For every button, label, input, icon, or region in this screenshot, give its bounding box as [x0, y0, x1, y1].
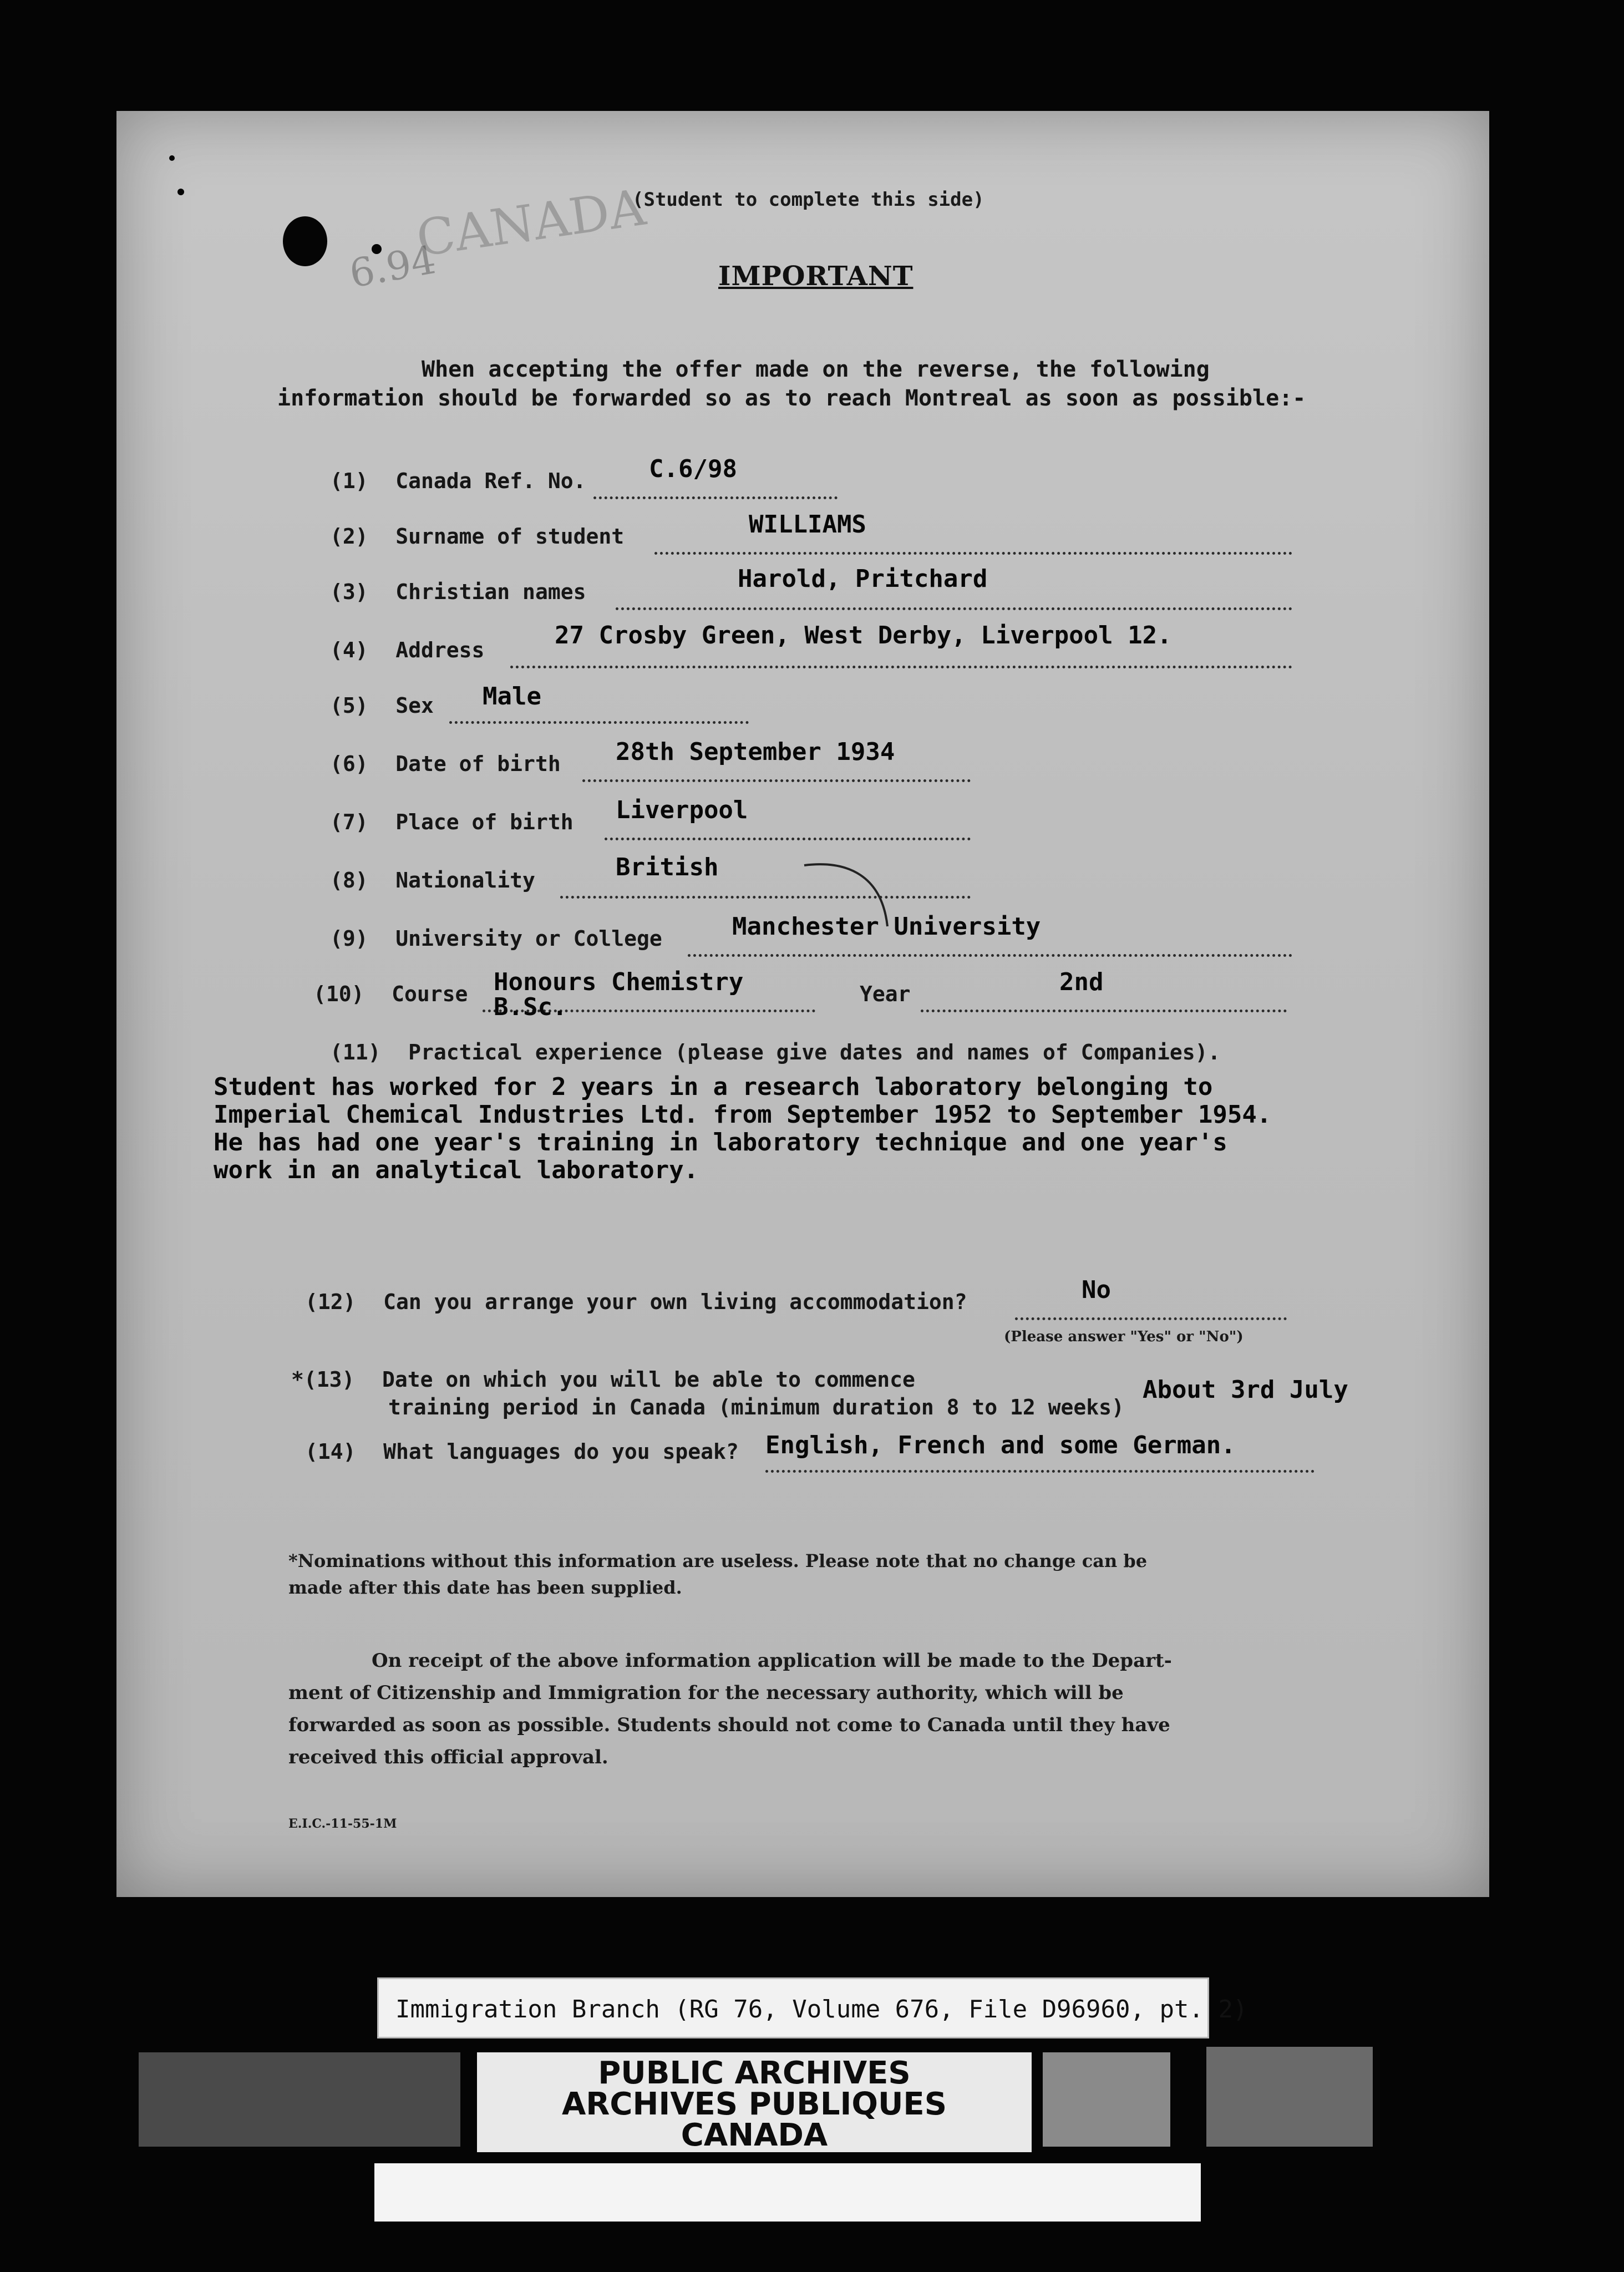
document-page [116, 111, 1489, 1897]
ink-blot [283, 216, 327, 266]
nationality-value: British [616, 853, 719, 881]
year-value: 2nd [1059, 968, 1104, 996]
field-line [654, 552, 1292, 555]
bleed-through-text: CANADA [413, 178, 649, 268]
field-languages: (14) What languages do you speak? [305, 1439, 739, 1464]
field-course: (10) Course [313, 982, 468, 1006]
field-canada-ref: (1) Canada Ref. No. [330, 469, 586, 493]
public-archives-stamp: PUBLIC ARCHIVES ARCHIVES PUBLIQUES CANADA [477, 2052, 1032, 2152]
field-line [593, 496, 838, 499]
page-title: IMPORTANT [718, 261, 913, 292]
field-university: (9) University or College [330, 926, 662, 951]
answer-hint: (Please answer "Yes" or "No") [1004, 1328, 1244, 1345]
blank-strip [374, 2163, 1201, 2222]
field-experience: (11) Practical experience (please give dates and names of Companies). [330, 1040, 1221, 1064]
experience-text: Student has worked for 2 years in a research laboratory belonging to Imperial Chemical Industries Ltd. from September 1952 to September 1954. He has had one year's training in laboratory technique and one year's work in an analytical laboratory. [214, 1073, 1272, 1184]
field-line [921, 1010, 1287, 1012]
receipt-note: On receipt of the above information application will be made to the Depart- ment of Citizenship and Immigration for the necessary authority, which will be forwarded as soon as possible. Students should not come to Canada until they have received this official approval. [288, 1650, 1172, 1768]
place-of-birth-value: Liverpool [616, 796, 748, 824]
commence-value: About 3rd July [1143, 1376, 1348, 1404]
field-line [605, 838, 971, 840]
christian-names-value: Harold, Pritchard [738, 565, 988, 593]
field-accommodation: (12) Can you arrange your own living accommodation? [305, 1290, 967, 1314]
field-line [582, 779, 971, 782]
field-line [449, 721, 749, 724]
field-line [616, 607, 1292, 610]
field-date-of-birth: (6) Date of birth [330, 752, 561, 776]
ink-dot [169, 155, 175, 161]
course-value: Honours Chemistry [494, 968, 744, 996]
instruction-text: (Student to complete this side) [632, 189, 984, 211]
languages-value: English, French and some German. [765, 1431, 1236, 1459]
date-of-birth-value: 28th September 1934 [616, 738, 895, 766]
field-place-of-birth: (7) Place of birth [330, 810, 574, 834]
archive-box-middle [1043, 2052, 1170, 2147]
field-nationality: (8) Nationality [330, 868, 535, 892]
field-surname: (2) Surname of student [330, 524, 625, 549]
commence-label-line2: training period in Canada (minimum duration 8 to 12 weeks) [388, 1395, 1124, 1419]
field-line [688, 954, 1292, 957]
intro-paragraph: When accepting the offer made on the reverse, the following information should be forwarded so as to reach Montreal as soon as possible:- [277, 357, 1306, 411]
field-commence: *(13) Date on which you will be able to commence [291, 1367, 915, 1392]
form-code: E.I.C.-11-55-1M [288, 1817, 397, 1831]
archive-reference-label: Immigration Branch (RG 76, Volume 676, File D96960, pt. 2) [377, 1977, 1209, 2038]
sex-value: Male [483, 682, 541, 711]
degree-value: B.Sc. [494, 993, 567, 1021]
ink-dot [177, 189, 184, 195]
nomination-note: *Nominations without this information are useless. Please note that no change can be made after this date has been supplied. [288, 1550, 1148, 1598]
field-christian-names: (3) Christian names [330, 580, 586, 604]
surname-value: WILLIAMS [749, 510, 866, 539]
archive-box-right [1206, 2047, 1373, 2147]
handwritten-mark: 6.94 [346, 237, 439, 297]
accommodation-value: No [1082, 1276, 1111, 1304]
field-line [510, 666, 1292, 668]
field-sex: (5) Sex [330, 693, 434, 718]
archive-box-left [139, 2052, 460, 2147]
address-value: 27 Crosby Green, West Derby, Liverpool 12. [555, 621, 1172, 650]
year-label: Year [860, 982, 911, 1006]
field-line [765, 1470, 1315, 1473]
field-line [1015, 1317, 1287, 1320]
field-address: (4) Address [330, 638, 485, 662]
university-value: Manchester University [732, 912, 1041, 941]
canada-ref-value: C.6/98 [649, 455, 737, 483]
